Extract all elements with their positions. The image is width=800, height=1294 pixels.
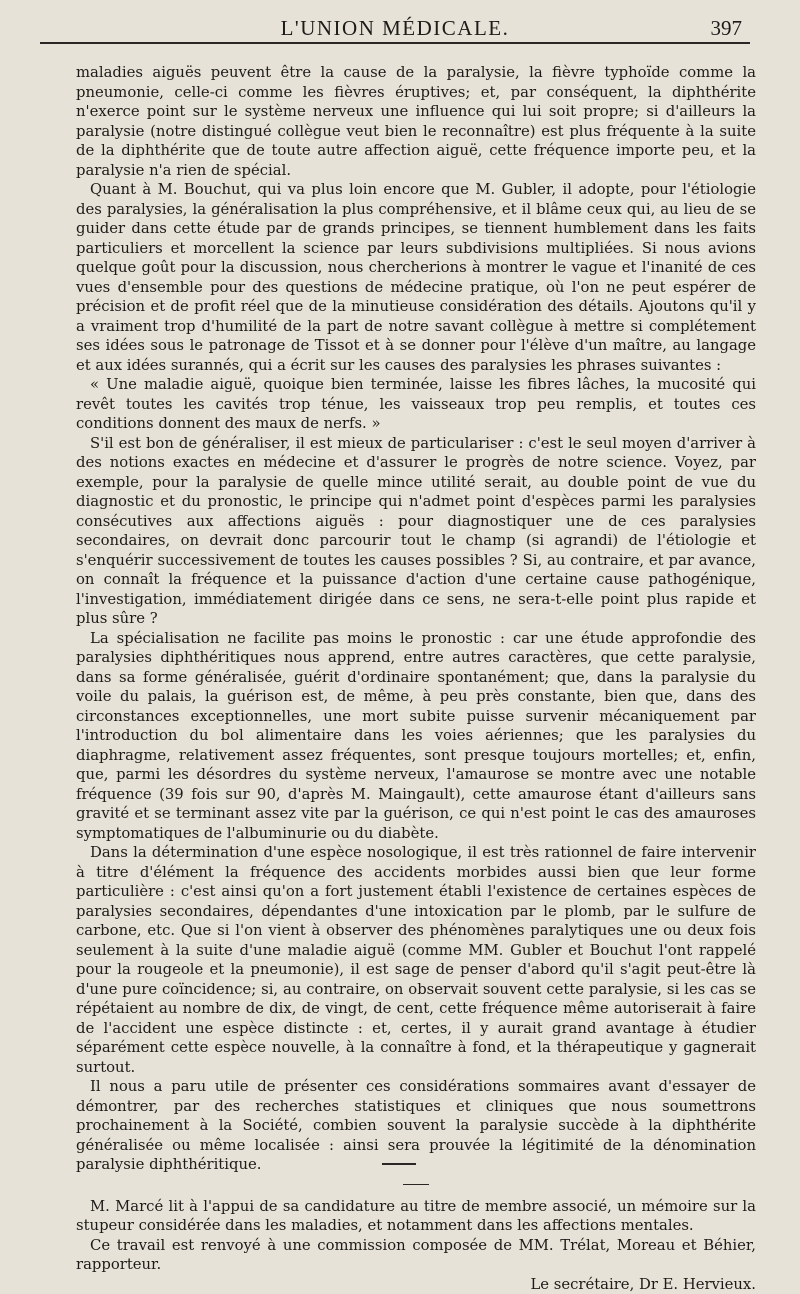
article-body [76,63,756,1294]
page-header [40,16,750,44]
paragraph: Quant à M. Bouchut, qui va plus loin encore que M. Gubler, il adopte, pour l'étiologie des paralysies, la généralisation la plus compréhensive, et il blâme ceux qui, au lieu de se guider dans cette étude par de grands principes, se tiennent humblement dans les faits particuliers et morcellent la science par leurs subdivisions multipliées. Si nous avions quelque goût pour la discussion, nous chercherions à montrer le vague et l'inanité de ces vues d'ensemble pour des questions de médecine pratique, où l'on ne peut espérer de précision et de profit réel que de la minutieuse considération des détails. Ajoutons qu'il y a vraiment trop d'humilité de la part de notre savant collègue à mettre si complétement ses idées sous le patronage de Tissot et à se donner pour l'élève d'un maître, au langage et aux idées surannés, qui a écrit sur les causes des paralysies les phrases suivantes : [76,180,756,375]
quotation: « Une maladie aiguë, quoique bien terminée, laisse les fibres lâches, la mucosité qui revêt toutes les cavités trop ténue, les vaisseaux trop peu remplis, et toutes ces conditions donnent des maux de nerfs. » [76,375,756,434]
running-title: L'UNION MÉDICALE. [40,16,750,41]
page-number: 397 [711,16,743,41]
signature: Le secrétaire, Dr E. Hervieux. [76,1275,756,1294]
paragraph: Il nous a paru utile de présenter ces considérations sommaires avant d'essayer de démontrer, par des recherches statistiques et cliniques que nous soumettrons prochainement à la Société, combien souvent la paralysie succède à la diphthérite généralisée ou même localisée : ainsi sera prouvée la légitimité de la dénomination paralysie diphthéritique. [76,1077,756,1175]
paragraph: Dans la détermination d'une espèce nosologique, il est très rationnel de faire intervenir à titre d'élément la fréquence des accidents morbides aussi bien que leur forme particulière : c'est ainsi qu'on a fort justement établi l'existence de certaines espèces de paralysies secondaires, dépendantes d'une intoxication par le plomb, par le sulfure de carbone, etc. Que si l'on vient à observer des phénomènes paralytiques une ou deux fois seulement à la suite d'une maladie aiguë (comme MM. Gubler et Bouchut l'ont rappelé pour la rougeole et la pneumonie), il est sage de penser d'abord qu'il s'agit peut-être là d'une pure coïncidence; si, au contraire, on observait souvent cette paralysie, si les cas se répétaient au nombre de dix, de vingt, de cent, cette fréquence même autoriserait à faire de l'accident une espèce distincte : et, certes, il y aurait grand avantage à étudier séparément cette espèce nouvelle, à la connaître à fond, et la thérapeutique y gagnerait surtout. [76,843,756,1077]
section-divider [403,1184,429,1185]
paragraph: La spécialisation ne facilite pas moins le pronostic : car une étude approfondie des paralysies diphthéritiques nous apprend, entre autres caractères, que cette paralysie, dans sa forme généralisée, guérit d'ordinaire spontanément; que, dans la paralysie du voile du palais, la guérison est, de même, à peu près constante, bien que, dans des circonstances exceptionnelles, une mort subite puisse survenir mécaniquement par l'introduction du bol alimentaire dans les voies aériennes; que les paralysies du diaphragme, relativement assez fréquentes, sont presque toujours mortelles; et, enfin, que, parmi les désordres du système nerveux, l'amaurose se montre avec une notable fréquence (39 fois sur 90, d'après M. Maingault), cette amaurose étant d'ailleurs sans gravité et se terminant assez vite par la guérison, ce qui n'est point le cas des amauroses symptomatiques de l'albuminurie ou du diabète. [76,629,756,844]
paragraph: S'il est bon de généraliser, il est mieux de particulariser : c'est le seul moyen d'arriver à des notions exactes en médecine et d'assurer le progrès de notre science. Voyez, par exemple, pour la paralysie de quelle mince utilité serait, au double point de vue du diagnostic et du pronostic, le principe qui n'admet point d'espèces parmi les paralysies consécutives aux affections aiguës : pour diagnostiquer une de ces paralysies secondaires, on devrait donc parcourir tout le champ (si agrandi) de l'étiologie et s'enquérir successivement de toutes les causes possibles ? Si, au contraire, et par avance, on connaît la fréquence et la puissance d'action d'une certaine cause pathogénique, l'investigation, immédiatement dirigée dans ce sens, ne sera-t-elle point plus rapide et plus sûre ? [76,434,756,629]
paragraph: Ce travail est renvoyé à une commission composée de MM. Trélat, Moreau et Béhier, rapporteur. [76,1236,756,1275]
paragraph: maladies aiguës peuvent être la cause de la paralysie, la fièvre typhoïde comme la pneumonie, celle-ci comme les fièvres éruptives; et, par conséquent, la diphthérite n'exerce point sur le système nerveux une influence qui lui soit propre; si d'ailleurs la paralysie (notre distingué collègue veut bien le reconnaître) est plus fréquente à la suite de la diphthérite que de toute autre affection aiguë, cette fréquence importe peu, et la paralysie n'a rien de spécial. [76,63,756,180]
paragraph: M. Marcé lit à l'appui de sa candidature au titre de membre associé, un mémoire sur la stupeur considérée dans les maladies, et notamment dans les affections mentales. [76,1197,756,1236]
footer-rule [382,1163,416,1165]
